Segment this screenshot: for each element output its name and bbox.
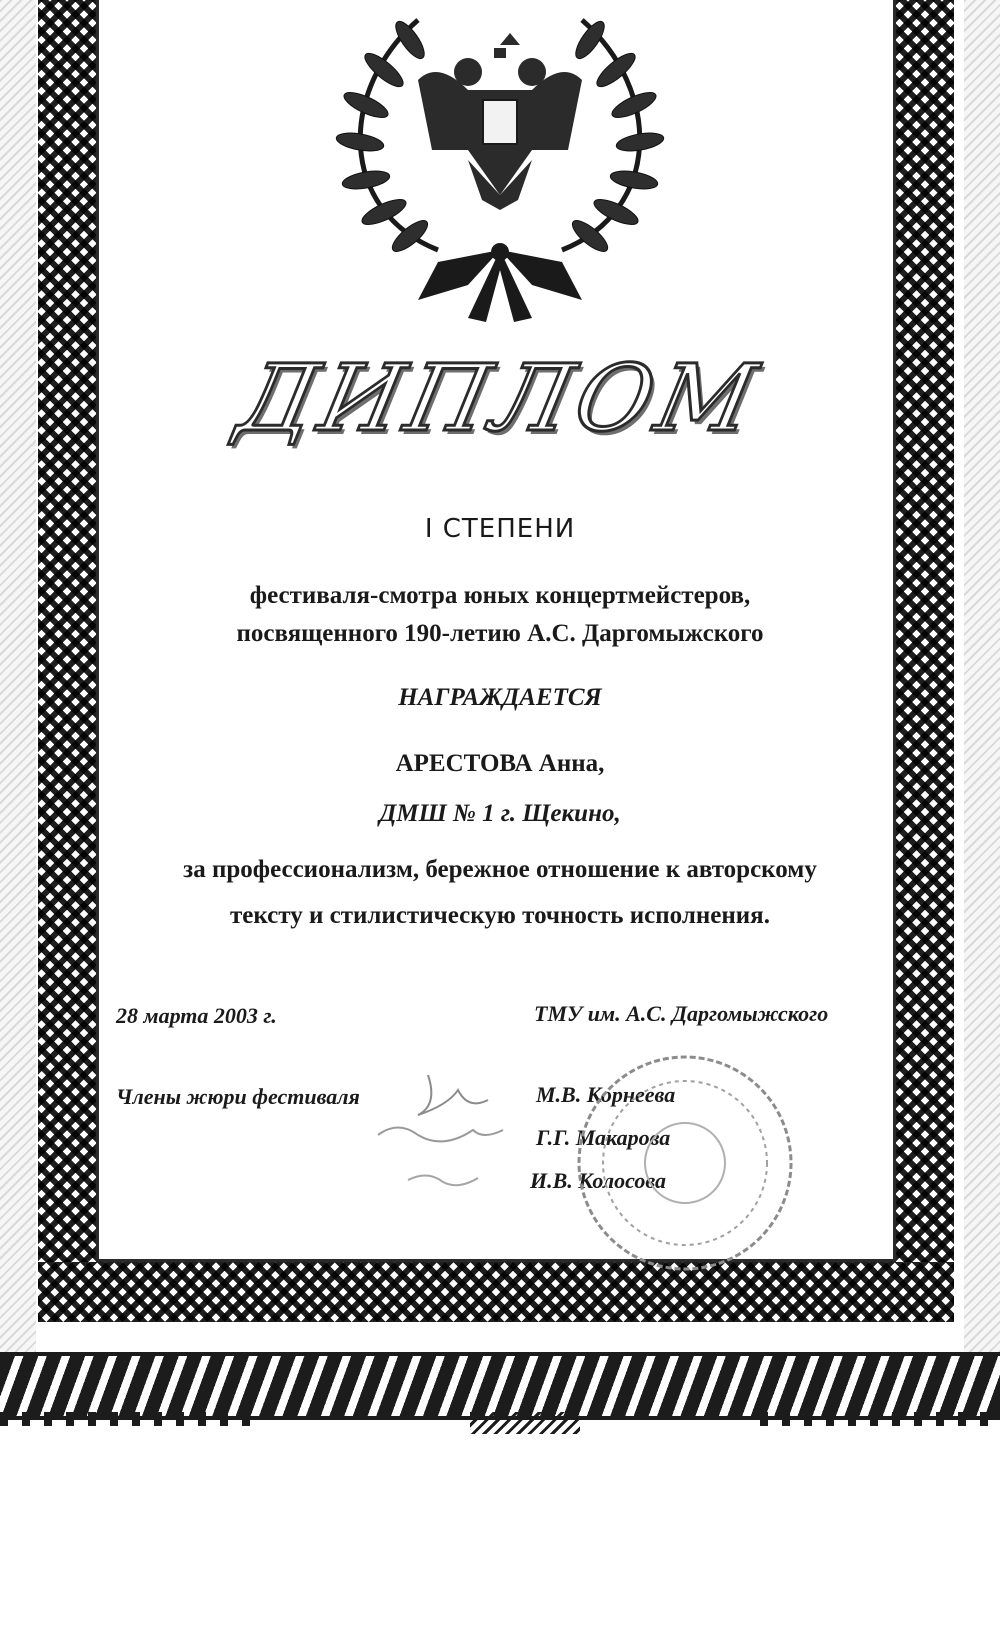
scan-fringe-left (0, 1412, 250, 1426)
award-date: 28 марта 2003 г. (116, 1003, 277, 1028)
scan-fringe-right (760, 1412, 1000, 1426)
reason-line-1: за профессионализм, бережное отношение к авторскому (183, 856, 817, 883)
left-paper-pattern (0, 0, 36, 1370)
jury-signatures (368, 1055, 518, 1205)
bottom-ornamental-border (38, 1262, 954, 1322)
recipient-name: АРЕСТОВА Анна, (395, 750, 605, 777)
reason-line-2: тексту и стилистическую точность исполнения. (230, 902, 770, 929)
jury-member-3: И.В. Колосова (530, 1168, 667, 1193)
scan-base-strip (0, 1352, 1000, 1420)
organization-name: ТМУ им. А.С. Даргомыжского (534, 1001, 829, 1026)
jury-label: Члены жюри фестиваля (116, 1084, 360, 1109)
official-seal-stamp (572, 1050, 798, 1276)
eagle-icon (418, 33, 582, 210)
left-border-edge (96, 0, 99, 1262)
jury-member-2: Г.Г. Макарова (536, 1125, 671, 1150)
festival-line-2: посвященного 190-летию А.С. Даргомыжского (236, 620, 764, 647)
right-ornamental-border (896, 0, 954, 1322)
coat-of-arms-emblem (318, 0, 682, 350)
awarded-label: НАГРАЖДАЕТСЯ (398, 684, 602, 711)
degree-heading: I СТЕПЕНИ (424, 514, 576, 544)
festival-line-1: фестиваля-смотра юных концертмейстеров, (249, 582, 751, 609)
ribbon-bow-icon (418, 243, 582, 322)
jury-member-1: М.В. Корнеева (536, 1082, 676, 1107)
diploma-title: ДИПЛОМ (229, 345, 771, 452)
left-ornamental-border (38, 0, 96, 1322)
recipient-school: ДМШ № 1 г. Щекино, (379, 800, 621, 827)
right-paper-pattern (964, 0, 1000, 1370)
scan-ornament-center (470, 1412, 580, 1434)
